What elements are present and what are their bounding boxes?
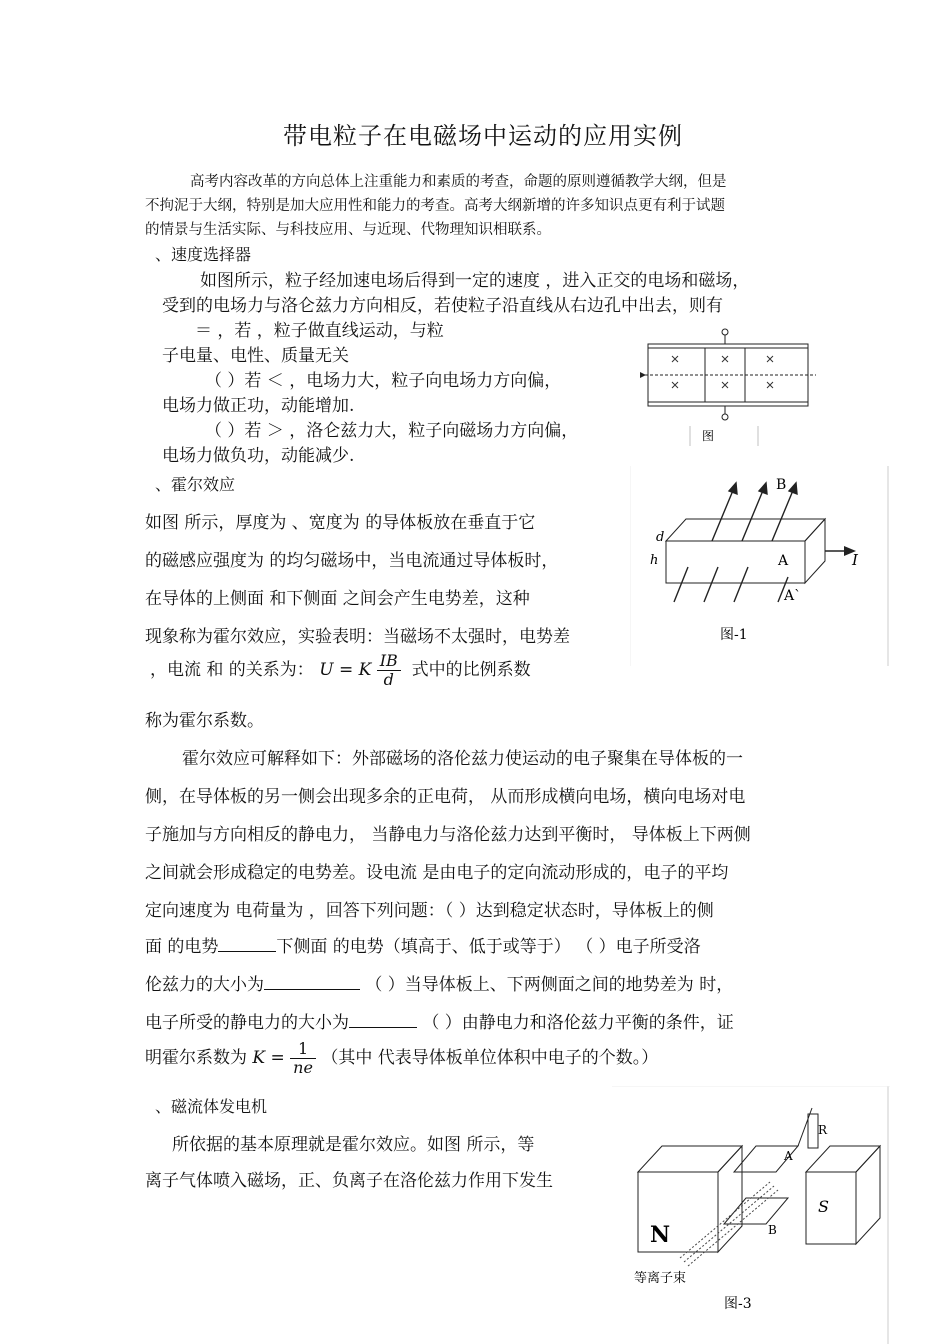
answer-blank-1[interactable]: [218, 935, 276, 952]
intro-line: 的情景与生活实际、与科技应用、与近现、代物理知识相联系。: [145, 222, 551, 238]
text-line: 所依据的基本原理就是霍尔效应。如图 所示，等: [172, 1135, 535, 1155]
formula-lhs: U = K: [319, 660, 372, 680]
intro-line: 高考内容改革的方向总体上注重能力和素质的考查，命题的原则遵循教学大纲，但是: [190, 174, 727, 190]
figure-caption: 图-1: [720, 627, 748, 643]
text-line: 如图所示，粒子经加速电场后得到一定的速度 ，进入正交的电场和磁场，: [200, 271, 750, 291]
question-text: 伦兹力的大小为: [145, 975, 264, 995]
text-line: 定向速度为 电荷量为 ，回答下列问题：（ ）达到稳定状态时，导体板上的侧: [145, 901, 714, 921]
formula-numerator: 1: [290, 1040, 316, 1059]
intro-line: 不拘泥于大纲，特别是加大应用性和能力的考查。高考大纲新增的许多知识点更有利于试题: [145, 198, 725, 214]
text-line: 霍尔效应可解释如下：外部磁场的洛伦兹力使运动的电子聚集在导体板的一: [182, 749, 743, 769]
figure-caption: 图-3: [724, 1296, 752, 1312]
hall-effect-figure: [630, 466, 892, 668]
label-i: I: [852, 551, 858, 569]
label-s-pole: S: [818, 1197, 829, 1216]
text-line: 电场力做负功，动能减少.: [162, 446, 355, 466]
formula-suffix: 式中的比例系数: [411, 660, 531, 680]
label-b: B: [776, 477, 787, 493]
text-line: 受到的电场力与洛仑兹力方向相反，若使粒子沿直线从右边孔中出去，则有: [162, 296, 723, 316]
answer-blank-2[interactable]: [264, 973, 360, 990]
text-line: 侧，在导体板的另一侧会出现多余的正电荷， 从而形成横向电场，横向电场对电: [145, 787, 746, 807]
question-text: 面 的电势: [145, 937, 219, 957]
formula-lhs: K =: [252, 1048, 285, 1068]
answer-blank-3[interactable]: [349, 1011, 417, 1028]
question-line: [145, 1040, 658, 1077]
question-line: [145, 932, 701, 957]
formula-fraction: [377, 652, 401, 689]
question-text: 下侧面 的电势（填高于、低于或等于） （ ）电子所受洛: [276, 937, 701, 957]
text-line: 在导体的上侧面 和下侧面 之间会产生电势差，这种: [145, 589, 530, 609]
text-line: 子施加与方向相反的静电力， 当静电力与洛伦兹力达到平衡时， 导体板上下两侧: [145, 825, 751, 845]
label-a: A: [778, 553, 789, 569]
text-line: 现象称为霍尔效应，实验表明：当磁场不太强时，电势差: [145, 627, 570, 647]
text-line: 离子气体喷入磁场，正、负离子在洛伦兹力作用下发生: [145, 1171, 553, 1191]
question-text: 电子所受的静电力的大小为: [145, 1013, 349, 1033]
section-heading-mhd-generator: 、磁流体发电机: [155, 1097, 268, 1116]
label-resistor: R: [818, 1123, 828, 1137]
hall-formula-line: [150, 652, 531, 689]
formula-prefix: ，电流 和 的关系为：: [150, 660, 314, 680]
formula-denominator: ne: [293, 1058, 313, 1077]
question-text: 明霍尔系数为: [145, 1048, 247, 1068]
text-line: （ ）若 ＜ ，电场力大，粒子向电场力方向偏，: [205, 371, 562, 391]
text-line: 电场力做正功，动能增加.: [162, 396, 355, 416]
question-text: （ ）由静电力和洛伦兹力平衡的条件，证: [417, 1013, 734, 1033]
label-h: h: [650, 553, 659, 568]
text-line: ＝ ，若 ，粒子做直线运动，与粒: [195, 321, 444, 341]
formula-numerator: IB: [377, 652, 401, 671]
text-line: 的磁感应强度为 的均匀磁场中，当电流通过导体板时，: [145, 551, 559, 571]
question-text: （其中 代表导体板单位体积中电子的个数。）: [321, 1048, 659, 1068]
text-line: 子电量、电性、质量无关: [162, 346, 349, 366]
velocity-selector-figure: [640, 322, 820, 448]
section-heading-velocity-selector: 、速度选择器: [155, 245, 252, 264]
question-text: （ ）当导体板上、下两侧面之间的地势差为 时，: [360, 975, 734, 995]
page-title: 带电粒子在电磁场中运动的应用实例: [283, 122, 683, 150]
question-line: [145, 1008, 734, 1033]
label-a-prime: A`: [784, 588, 802, 604]
hall-coefficient-fraction: [290, 1040, 316, 1077]
label-d: d: [656, 530, 665, 545]
label-plate-b: B: [768, 1223, 777, 1237]
figure-caption: 图: [702, 429, 715, 443]
text-line: 如图 所示，厚度为 、宽度为 的导体板放在垂直于它: [145, 513, 536, 533]
label-plate-a: A: [784, 1149, 793, 1163]
formula-denominator: d: [383, 670, 394, 689]
text-line: 之间就会形成稳定的电势差。设电流 是由电子的定向流动形成的，电子的平均: [145, 863, 729, 883]
mhd-generator-figure: [612, 1086, 890, 1344]
text-line: （ ）若 ＞ ，洛仑兹力大，粒子向磁场力方向偏，: [205, 421, 579, 441]
text-line: 称为霍尔系数。: [145, 711, 264, 731]
question-line: [145, 970, 733, 995]
section-heading-hall-effect: 、霍尔效应: [155, 475, 236, 494]
label-n-pole: N: [650, 1222, 671, 1248]
label-plasma-beam: 等离子束: [634, 1271, 687, 1286]
